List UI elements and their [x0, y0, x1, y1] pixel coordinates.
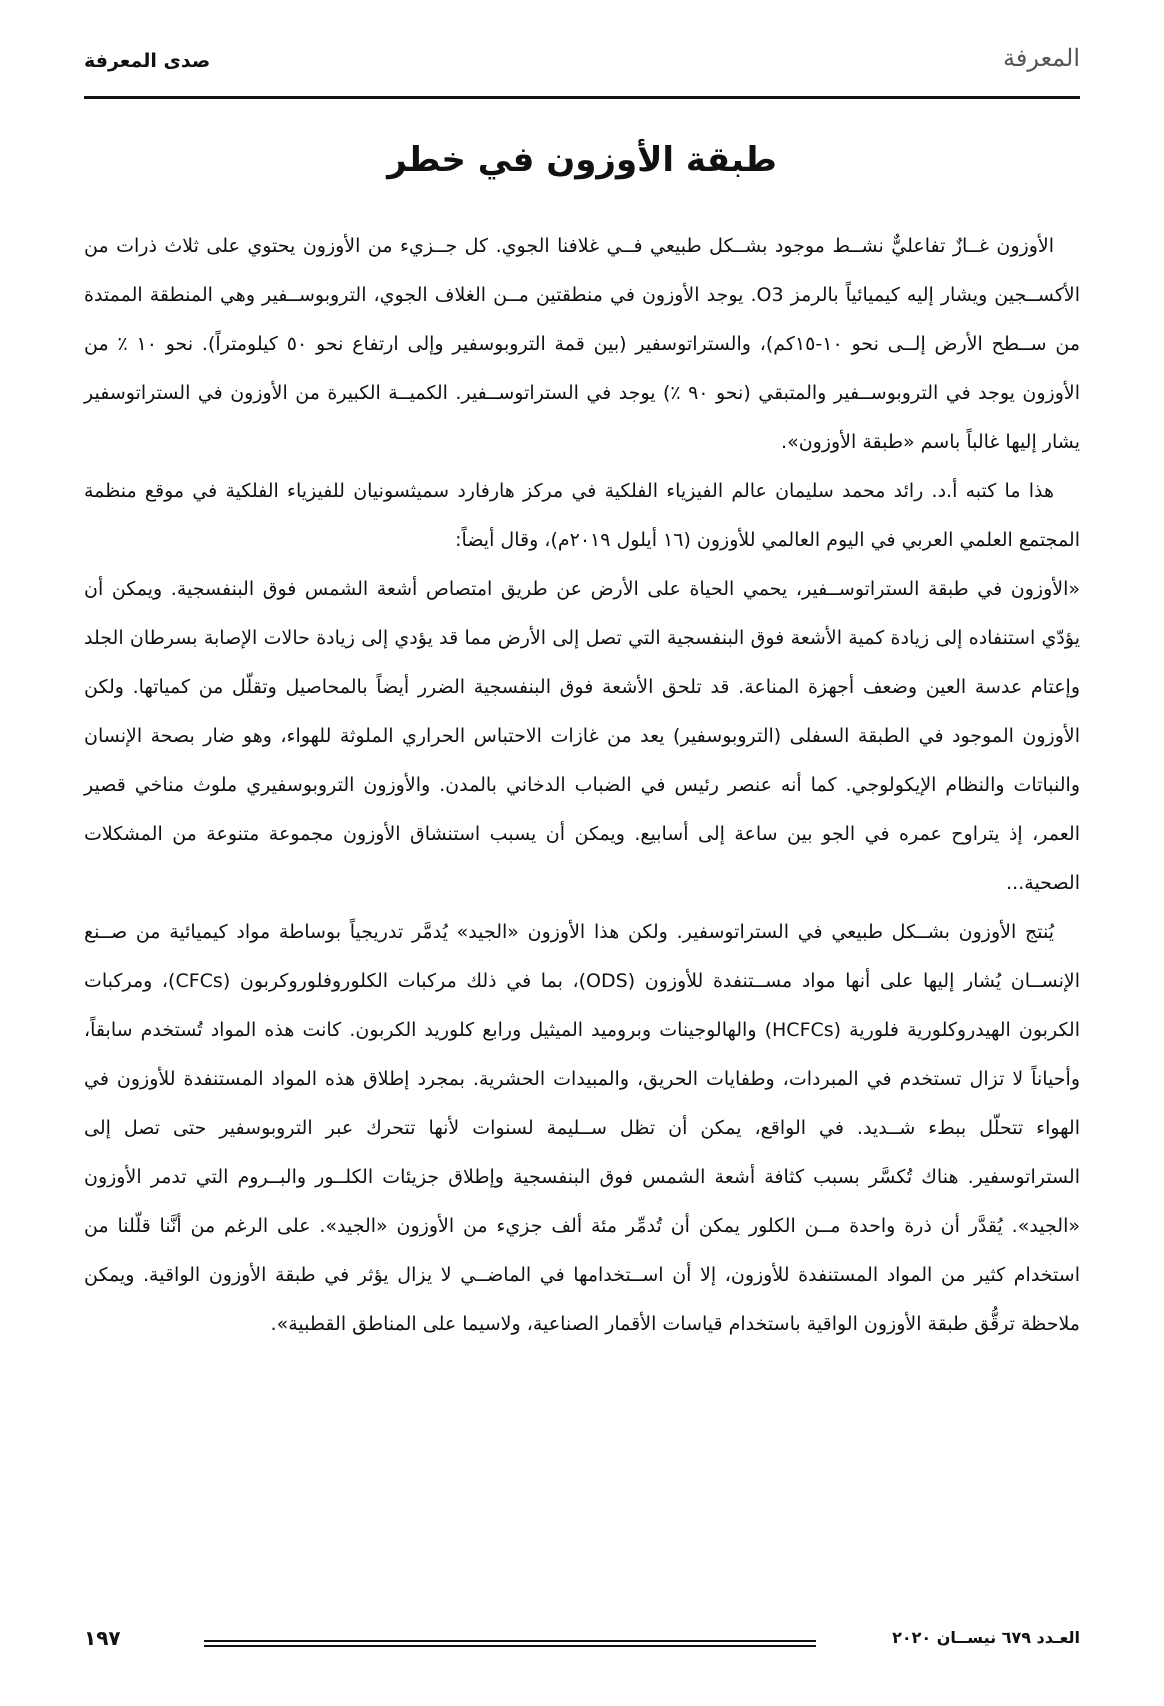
section-title: صدى المعرفة	[84, 50, 211, 72]
article-body	[84, 222, 1080, 1349]
paragraph-2: هذا ما كتبه أ.د. رائد محمد سليمان عالم الفيزياء الفلكية في مركز هارفارد سميثسونيان للفيزياء الفلكية في موقع منظمة المجتمع العلمي العربي في اليوم العالمي للأوزون (١٦ أيلول ٢٠١٩م)، وقال أيضاً:	[84, 480, 1080, 551]
footer-divider	[204, 1640, 816, 1650]
quote-paragraph: «الأوزون في طبقة الستراتوســفير، يحمي الحياة على الأرض عن طريق امتصاص أشعة الشمس فوق البنفسجية. ويمكن أن يؤدّي استنفاده إلى زيادة كمية الأشعة فوق البنفسجية التي تصل إلى الأرض مما قد يؤدي إلى زيادة حالات الإصابة بسرطان الجلد وإعتام عدسة العين وضعف أجهزة المناعة. قد تلحق الأشعة فوق البنفسجية الضرر أيضاً بالمحاصيل وتقلّل من كمياتها. ولكن الأوزون الموجود في الطبقة السفلى (التروبوسفير) يعد من غازات الاحتباس الحراري الملوثة للهواء، وهو ضار بصحة الإنسان والنباتات والنظام الإيكولوجي. كما أنه عنصر رئيس في الضباب الدخاني بالمدن. والأوزون التروبوسفيري ملوث مناخي قصير العمر، إذ يتراوح عمره في الجو بين ساعة إلى أسابيع. ويمكن أن يسبب استنشاق الأوزون مجموعة متنوعة من المشكلات الصحية...	[84, 578, 1080, 894]
page-footer	[84, 1626, 1080, 1656]
article-title: طبقة الأوزون في خطر	[387, 140, 777, 180]
page-number: ١٩٧	[84, 1626, 121, 1650]
header-divider	[84, 96, 1080, 99]
paragraph-1: الأوزون غــازٌ تفاعليٌّ نشــط موجود بشــكل طبيعي فــي غلافنا الجوي. كل جــزيء من الأوزون يحتوي على ثلاث ذرات من الأكســجين ويشار إليه كيميائياً بالرمز O3. يوجد الأوزون في منطقتين مــن الغلاف الجوي، التروبوســفير وهي المنطقة الممتدة من ســطح الأرض إلــى نحو ١٠-١٥كم)، والستراتوسفير (بين قمة التروبوسفير وإلى ارتفاع نحو ٥٠ كيلومتراً). نحو ١٠ ٪ من الأوزون يوجد في التروبوســفير والمتبقي (نحو ٩٠ ٪) يوجد في الستراتوســفير. الكميــة الكبيرة من الأوزون في الستراتوسفير يشار إليها غالباً باسم «طبقة الأوزون».	[84, 235, 1080, 453]
magazine-logo: المعرفة	[1002, 44, 1080, 72]
issue-info: العـدد ٦٧٩ نيســان ٢٠٢٠	[892, 1628, 1080, 1647]
paragraph-4: يُنتج الأوزون بشــكل طبيعي في الستراتوسفير. ولكن هذا الأوزون «الجيد» يُدمَّر تدريجياً بوساطة مواد كيميائية من صــنع الإنســان يُشار إليها على أنها مواد مســتنفدة للأوزون (ODS)، بما في ذلك مركبات الكلوروفلوروكربون (CFCs)، ومركبات الكربون الهيدروكلورية فلورية (HCFCs) والهالوجينات وبروميد الميثيل ورابع كلوريد الكربون. كانت هذه المواد تُستخدم سابقاً، وأحياناً لا تزال تستخدم في المبردات، وطفايات الحريق، والمبيدات الحشرية. بمجرد إطلاق هذه المواد المستنفدة للأوزون في الهواء تتحلّل ببطء شــديد. في الواقع، يمكن أن تظل ســليمة لسنوات لأنها تتحرك عبر التروبوسفير حتى تصل إلى الستراتوسفير. هناك تُكسَّر بسبب كثافة أشعة الشمس فوق البنفسجية وإطلاق جزيئات الكلــور والبــروم التي تدمر الأوزون «الجيد». يُقدَّر أن ذرة واحدة مــن الكلور يمكن أن تُدمِّر مئة ألف جزيء من الأوزون «الجيد». على الرغم من أنَّنا قلّلنا من استخدام كثير من المواد المستنفدة للأوزون، إلا أن اســتخدامها في الماضــي لا يزال يؤثر في طبقة الأوزون الواقية. ويمكن ملاحظة ترقُّق طبقة الأوزون الواقية باستخدام قياسات الأقمار الصناعية، ولاسيما على المناطق القطبية».	[84, 921, 1081, 1335]
